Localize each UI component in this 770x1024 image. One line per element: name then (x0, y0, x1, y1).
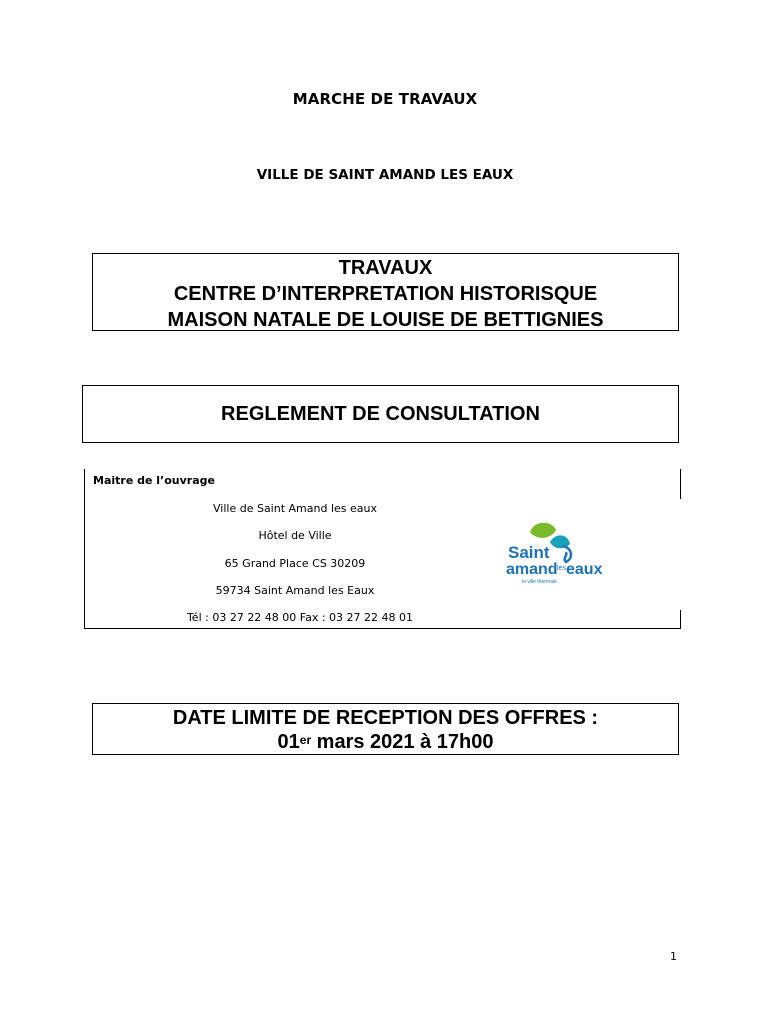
document-title: MARCHE DE TRAVAUX (292, 90, 478, 108)
project-line-2: CENTRE D’INTERPRETATION HISTORISQUE (173, 283, 598, 305)
owner-address-line: 59734 Saint Amand les Eaux (215, 584, 375, 597)
project-line-1: TRAVAUX (338, 257, 433, 279)
deadline-date (93, 730, 678, 754)
deadline-day-suffix: er (299, 733, 312, 747)
deadline-rest: mars 2021 à 17h00 (311, 731, 494, 753)
owner-address-line: 65 Grand Place CS 30209 (224, 557, 366, 570)
owner-box-border (680, 610, 681, 629)
project-line-3: MAISON NATALE DE LOUISE DE BETTIGNIES (167, 309, 604, 331)
owner-box-border (680, 469, 681, 499)
logo-leaf-green (530, 523, 556, 538)
page-number: 1 (670, 950, 677, 963)
logo-swirl (563, 546, 571, 562)
logo-text-amand: amand (506, 561, 558, 578)
deadline-box (92, 703, 679, 755)
project-box (92, 253, 679, 331)
rules-title: REGLEMENT DE CONSULTATION (221, 403, 540, 425)
logo-text-les: les (557, 565, 566, 572)
deadline-day: 01 (277, 731, 300, 753)
owner-title: Maitre de l’ouvrage (93, 474, 215, 487)
owner-address-line: Ville de Saint Amand les eaux (213, 502, 377, 515)
owner-phone-fax: Tél : 03 27 22 48 00 Fax : 03 27 22 48 01 (186, 611, 414, 624)
city-heading: VILLE DE SAINT AMAND LES EAUX (256, 167, 514, 183)
logo-tagline: la ville thermale (522, 579, 557, 585)
logo-text-saint: Saint (508, 543, 550, 562)
rules-box (82, 385, 679, 443)
owner-address-line: Hôtel de Ville (258, 529, 332, 542)
deadline-label: DATE LIMITE DE RECEPTION DES OFFRES : (172, 707, 599, 729)
logo-text-eaux: eaux (566, 561, 603, 578)
city-logo (500, 518, 603, 588)
